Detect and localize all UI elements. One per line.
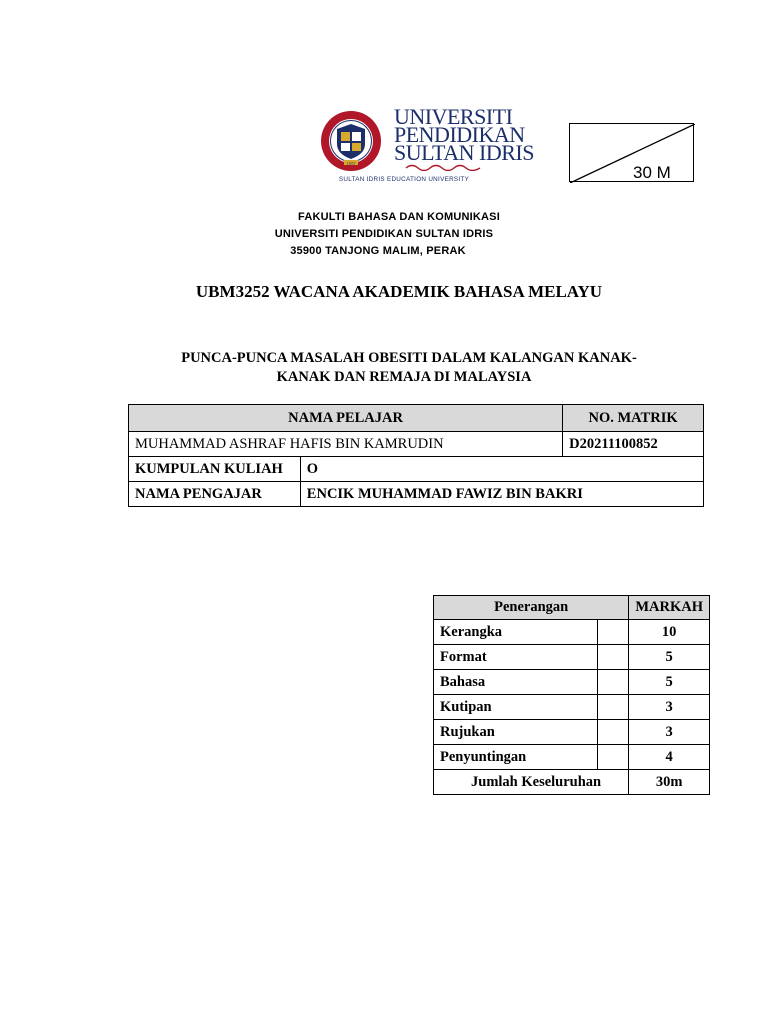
lecturer-label: NAMA PENGAJAR [129,482,301,507]
header-matric-no: NO. MATRIK [563,405,704,432]
logo-line-2: PENDIDIKAN [394,122,525,147]
table-row [434,745,710,770]
empty-cell [597,745,628,770]
seal-year: 1922 [346,160,356,166]
empty-cell [597,695,628,720]
header-description: Penerangan [434,596,629,620]
criteria-marks: 5 [629,670,710,695]
group-label: KUMPULAN KULIAH [129,457,301,482]
assignment-title-line-1: PUNCA-PUNCA MASALAH OBESITI DALAM KALANGAN KANAK- [181,350,637,366]
table-row [434,720,710,745]
header-marks: MARKAH [629,596,710,620]
total-row [434,770,710,795]
course-title: UBM3252 WACANA AKADEMIK BAHASA MELAYU [195,282,603,301]
university-address: 35900 TANJONG MALIM, PERAK [290,245,466,257]
mark-box [569,123,694,182]
lecturer-value: ENCIK MUHAMMAD FAWIZ BIN BAKRI [300,482,703,507]
university-name: UNIVERSITI PENDIDIKAN SULTAN IDRIS [274,228,494,240]
student-name: MUHAMMAD ASHRAF HAFIS BIN KAMRUDIN [129,432,563,457]
faculty-name: FAKULTI BAHASA DAN KOMUNIKASI [298,211,500,223]
empty-cell [597,720,628,745]
criteria-marks: 3 [629,695,710,720]
table-row [434,645,710,670]
table-row [434,695,710,720]
marks-table [433,595,710,795]
criteria-marks: 4 [629,745,710,770]
criteria-marks: 10 [629,620,710,645]
table-header-row [129,405,704,432]
total-label: Jumlah Keseluruhan [434,770,629,795]
university-logo [314,88,534,192]
empty-cell [597,670,628,695]
group-value: O [300,457,703,482]
marks-header-row [434,596,710,620]
criteria-label: Kutipan [434,695,598,720]
jawi-script-graphic [404,162,482,171]
logo-line-3: SULTAN IDRIS [394,140,534,165]
criteria-label: Penyuntingan [434,745,598,770]
assignment-title-line-2: KANAK DAN REMAJA DI MALAYSIA [276,369,532,385]
header-student-name: NAMA PELAJAR [129,405,563,432]
table-row [434,670,710,695]
criteria-label: Kerangka [434,620,598,645]
criteria-label: Format [434,645,598,670]
matric-number: D20211100852 [563,432,704,457]
logo-english-name: SULTAN IDRIS EDUCATION UNIVERSITY [338,176,470,183]
table-row [129,482,704,507]
student-info-table [128,404,704,507]
criteria-label: Bahasa [434,670,598,695]
university-seal-icon [320,110,382,172]
mark-box-value: 30 M [633,163,671,182]
table-row [434,620,710,645]
criteria-marks: 3 [629,720,710,745]
empty-cell [597,620,628,645]
table-row [129,432,704,457]
criteria-marks: 5 [629,645,710,670]
empty-cell [597,645,628,670]
table-row [129,457,704,482]
total-value: 30m [629,770,710,795]
logo-line-1: UNIVERSITI [394,104,513,129]
criteria-label: Rujukan [434,720,598,745]
